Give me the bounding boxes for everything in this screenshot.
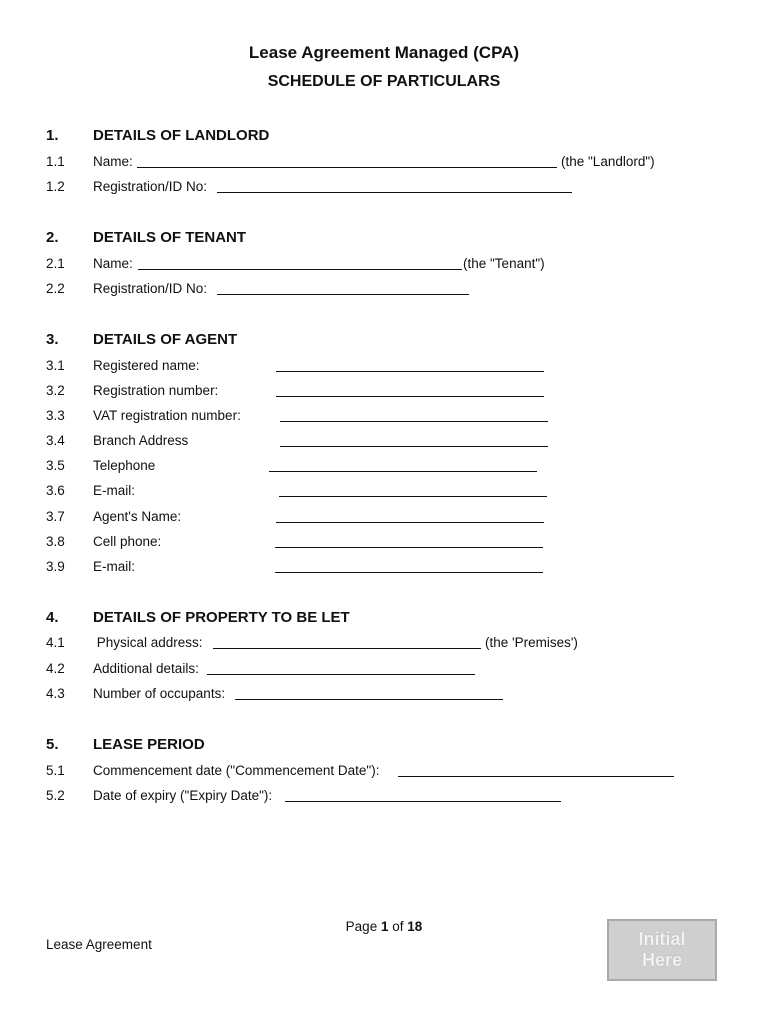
tenant-id-field[interactable] xyxy=(217,294,469,295)
row-number: 3.4 xyxy=(46,433,65,448)
here-label: Here xyxy=(641,950,683,970)
physical-address-field[interactable] xyxy=(213,648,481,649)
row-number: 5.1 xyxy=(46,763,65,778)
agent-vat-field[interactable] xyxy=(280,421,548,422)
row-number: 3.6 xyxy=(46,483,65,498)
row-label: Branch Address xyxy=(93,433,189,448)
section-title: DETAILS OF AGENT xyxy=(93,331,238,348)
tenant-name-field[interactable] xyxy=(138,269,462,270)
row-label: Name: xyxy=(93,154,133,169)
row-label: Name: xyxy=(93,256,133,271)
row-number: 2.1 xyxy=(46,256,65,271)
row-label: Registered name: xyxy=(93,358,200,373)
row-number: 1.1 xyxy=(46,154,65,169)
row-label: VAT registration number: xyxy=(93,408,241,423)
expiry-date-field[interactable] xyxy=(285,801,561,802)
row-number: 3.5 xyxy=(46,458,65,473)
row-label: Registration/ID No: xyxy=(93,179,208,194)
agent-registered-name-field[interactable] xyxy=(276,371,544,372)
row-label: Agent's Name: xyxy=(93,509,182,524)
section-title: LEASE PERIOD xyxy=(93,736,205,753)
section-title: DETAILS OF TENANT xyxy=(93,229,247,246)
additional-details-field[interactable] xyxy=(207,674,475,675)
row-label: Telephone xyxy=(93,458,156,473)
agent-email-field[interactable] xyxy=(279,496,547,497)
row-label: E-mail: xyxy=(93,559,136,574)
page-total: 18 xyxy=(407,919,423,934)
row-number: 3.9 xyxy=(46,559,65,574)
row-label: Cell phone: xyxy=(93,534,162,549)
landlord-name-field[interactable] xyxy=(137,167,557,168)
row-number: 4.3 xyxy=(46,686,65,701)
section-title: DETAILS OF PROPERTY TO BE LET xyxy=(93,609,350,626)
agent-branch-address-field[interactable] xyxy=(280,446,548,447)
initial-label: Initial xyxy=(638,929,686,949)
row-number: 3.7 xyxy=(46,509,65,524)
footer-document-name: Lease Agreement xyxy=(46,937,152,952)
row-number: 4.2 xyxy=(46,661,65,676)
row-number: 4.1 xyxy=(46,635,65,650)
row-number: 3.3 xyxy=(46,408,65,423)
agent-telephone-field[interactable] xyxy=(269,471,537,472)
page-prefix: Page xyxy=(345,919,378,934)
document-title: Lease Agreement Managed (CPA) xyxy=(248,43,520,62)
section-title: DETAILS OF LANDLORD xyxy=(93,127,270,144)
row-label: Registration number: xyxy=(93,383,219,398)
section-number: 1. xyxy=(46,127,59,144)
page-current: 1 xyxy=(380,919,389,934)
landlord-suffix: (the "Landlord") xyxy=(561,154,655,169)
section-number: 2. xyxy=(46,229,59,246)
row-number: 3.8 xyxy=(46,534,65,549)
page-of: of xyxy=(392,919,404,934)
row-number: 1.2 xyxy=(46,179,65,194)
row-number: 3.2 xyxy=(46,383,65,398)
row-number: 2.2 xyxy=(46,281,65,296)
landlord-id-field[interactable] xyxy=(217,192,572,193)
row-label: E-mail: xyxy=(93,483,136,498)
tenant-suffix: (the "Tenant") xyxy=(463,256,545,271)
row-label: Additional details: xyxy=(93,661,199,676)
agent-cell-phone-field[interactable] xyxy=(275,547,543,548)
row-label: Date of expiry ("Expiry Date"): xyxy=(93,788,273,803)
row-label: Number of occupants: xyxy=(93,686,226,701)
row-label: Registration/ID No: xyxy=(93,281,208,296)
section-number: 5. xyxy=(46,736,59,753)
agent-email-2-field[interactable] xyxy=(275,572,543,573)
section-number: 4. xyxy=(46,609,59,626)
row-number: 3.1 xyxy=(46,358,65,373)
premises-suffix: (the 'Premises') xyxy=(485,635,578,650)
initial-here-box[interactable] xyxy=(607,919,717,981)
occupants-field[interactable] xyxy=(235,699,503,700)
row-label: Physical address: xyxy=(93,635,203,650)
commencement-date-field[interactable] xyxy=(398,776,674,777)
agent-name-field[interactable] xyxy=(276,522,544,523)
document-subtitle: SCHEDULE OF PARTICULARS xyxy=(267,73,501,90)
agent-registration-number-field[interactable] xyxy=(276,396,544,397)
row-number: 5.2 xyxy=(46,788,65,803)
row-label: Commencement date ("Commencement Date"): xyxy=(93,763,380,778)
section-number: 3. xyxy=(46,331,59,348)
